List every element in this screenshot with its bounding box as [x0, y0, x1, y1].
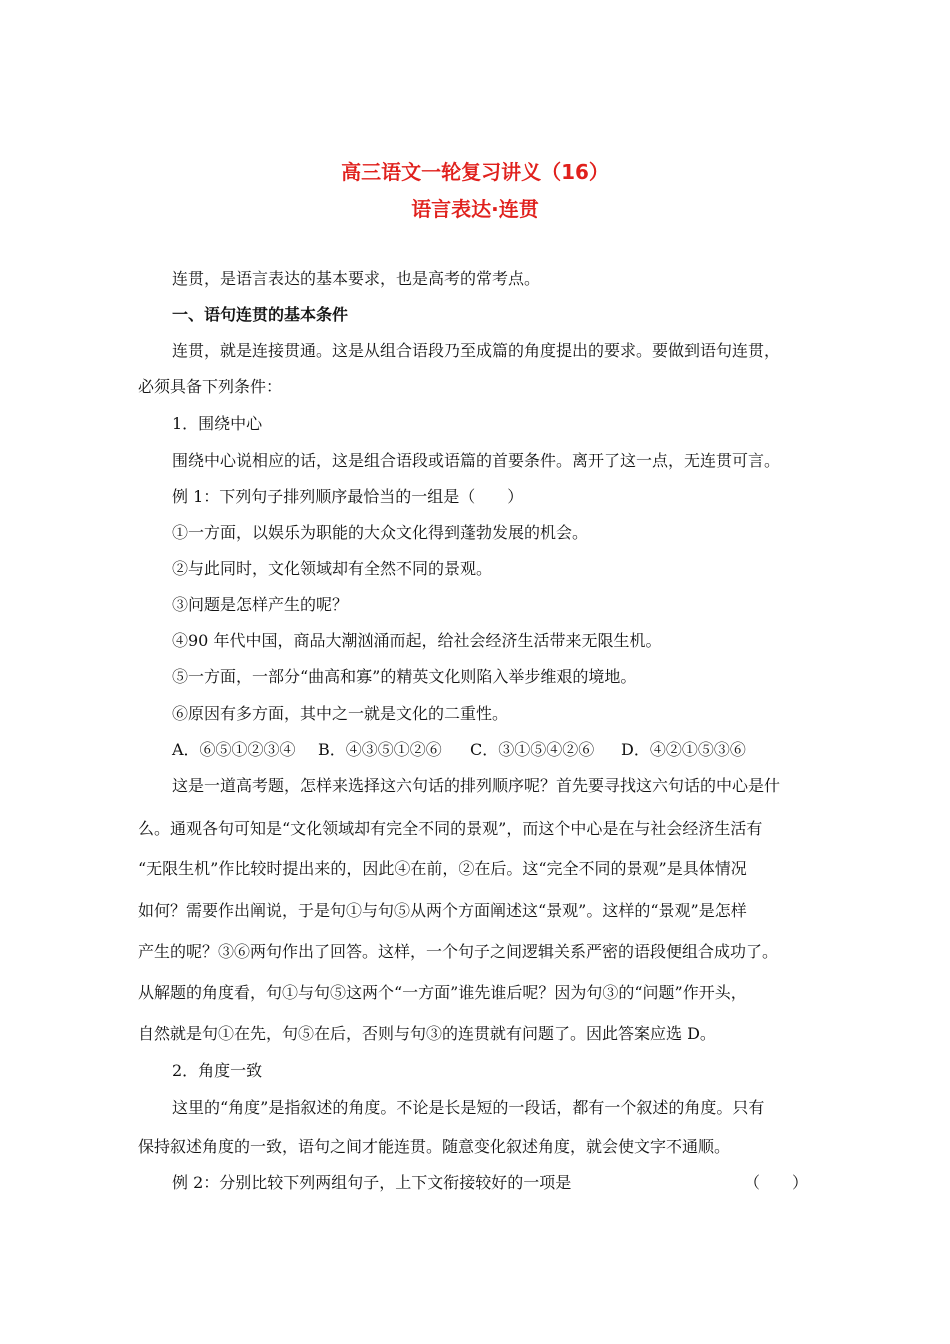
section-heading-1: 一、语句连贯的基本条件 — [172, 305, 349, 324]
analysis-line: 产生的呢？③⑥两句作出了回答。这样，一个句子之间逻辑关系严密的语段便组合成功了。 — [138, 942, 779, 961]
option-a: A．⑥⑤①②③④ — [172, 740, 296, 759]
analysis-line: 从解题的角度看，句①与句⑤这两个“一方面”谁先谁后呢？因为句③的“问题”作开头， — [138, 983, 747, 1002]
paragraph-line: 连贯，就是连接贯通。这是从组合语段乃至成篇的角度提出的要求。要做到语句连贯， — [172, 341, 781, 360]
analysis-line: “无限生机”作比较时提出来的，因此④在前，②在后。这“完全不同的景观”是具体情况 — [138, 859, 747, 878]
paragraph-line: 围绕中心说相应的话，这是组合语段或语篇的首要条件。离开了这一点，无连贯可言。 — [172, 451, 781, 470]
option-d: D．④②①⑤③⑥ — [621, 740, 746, 759]
option-b: B．④③⑤①②⑥ — [318, 740, 442, 759]
example-2-question: 例 2：分别比较下列两组句子，上下文衔接较好的一项是 — [172, 1173, 572, 1192]
intro-paragraph: 连贯，是语言表达的基本要求，也是高考的常考点。 — [172, 269, 541, 288]
paragraph-line: 保持叙述角度的一致，语句之间才能连贯。随意变化叙述角度，就会使文字不通顺。 — [138, 1137, 731, 1156]
analysis-line: 自然就是句①在先，句⑤在后，否则与句③的连贯就有问题了。因此答案应选 D。 — [138, 1024, 716, 1043]
analysis-line: 这是一道高考题，怎样来选择这六句话的排列顺序呢？首先要寻找这六句话的中心是什 — [172, 776, 781, 795]
analysis-line: 如何？需要作出阐说，于是句①与句⑤从两个方面阐述这“景观”。这样的“景观”是怎样 — [138, 901, 747, 920]
option-c: C．③①⑤④②⑥ — [470, 740, 595, 759]
example-1-question: 例 1：下列句子排列顺序最恰当的一组是（ ） — [172, 487, 524, 506]
example-1-sentence: ②与此同时，文化领域却有全然不同的景观。 — [172, 559, 493, 578]
page-subtitle: 语言表达·连贯 — [411, 197, 539, 221]
example-1-sentence: ⑤一方面，一部分“曲高和寡”的精英文化则陷入举步维艰的境地。 — [172, 667, 637, 686]
example-1-sentence: ⑥原因有多方面，其中之一就是文化的二重性。 — [172, 704, 509, 723]
analysis-line: 么。通观各句可知是“文化领域却有完全不同的景观”，而这个中心是在与社会经济生活有 — [138, 819, 763, 838]
example-1-sentence: ①一方面，以娱乐为职能的大众文化得到蓬勃发展的机会。 — [172, 523, 589, 542]
paragraph-line: 这里的“角度”是指叙述的角度。不论是长是短的一段话，都有一个叙述的角度。只有 — [172, 1098, 765, 1117]
example-1-sentence: ④90 年代中国，商品大潮汹涌而起，给社会经济生活带来无限生机。 — [172, 631, 662, 650]
answer-paren: （ ） — [744, 1173, 809, 1192]
paragraph-line: 必须具备下列条件： — [138, 377, 283, 396]
item-heading-2: 2．角度一致 — [172, 1061, 263, 1080]
item-heading-1: 1．围绕中心 — [172, 414, 263, 433]
page-title: 高三语文一轮复习讲义（16） — [341, 160, 609, 184]
example-1-sentence: ③问题是怎样产生的呢？ — [172, 595, 349, 614]
